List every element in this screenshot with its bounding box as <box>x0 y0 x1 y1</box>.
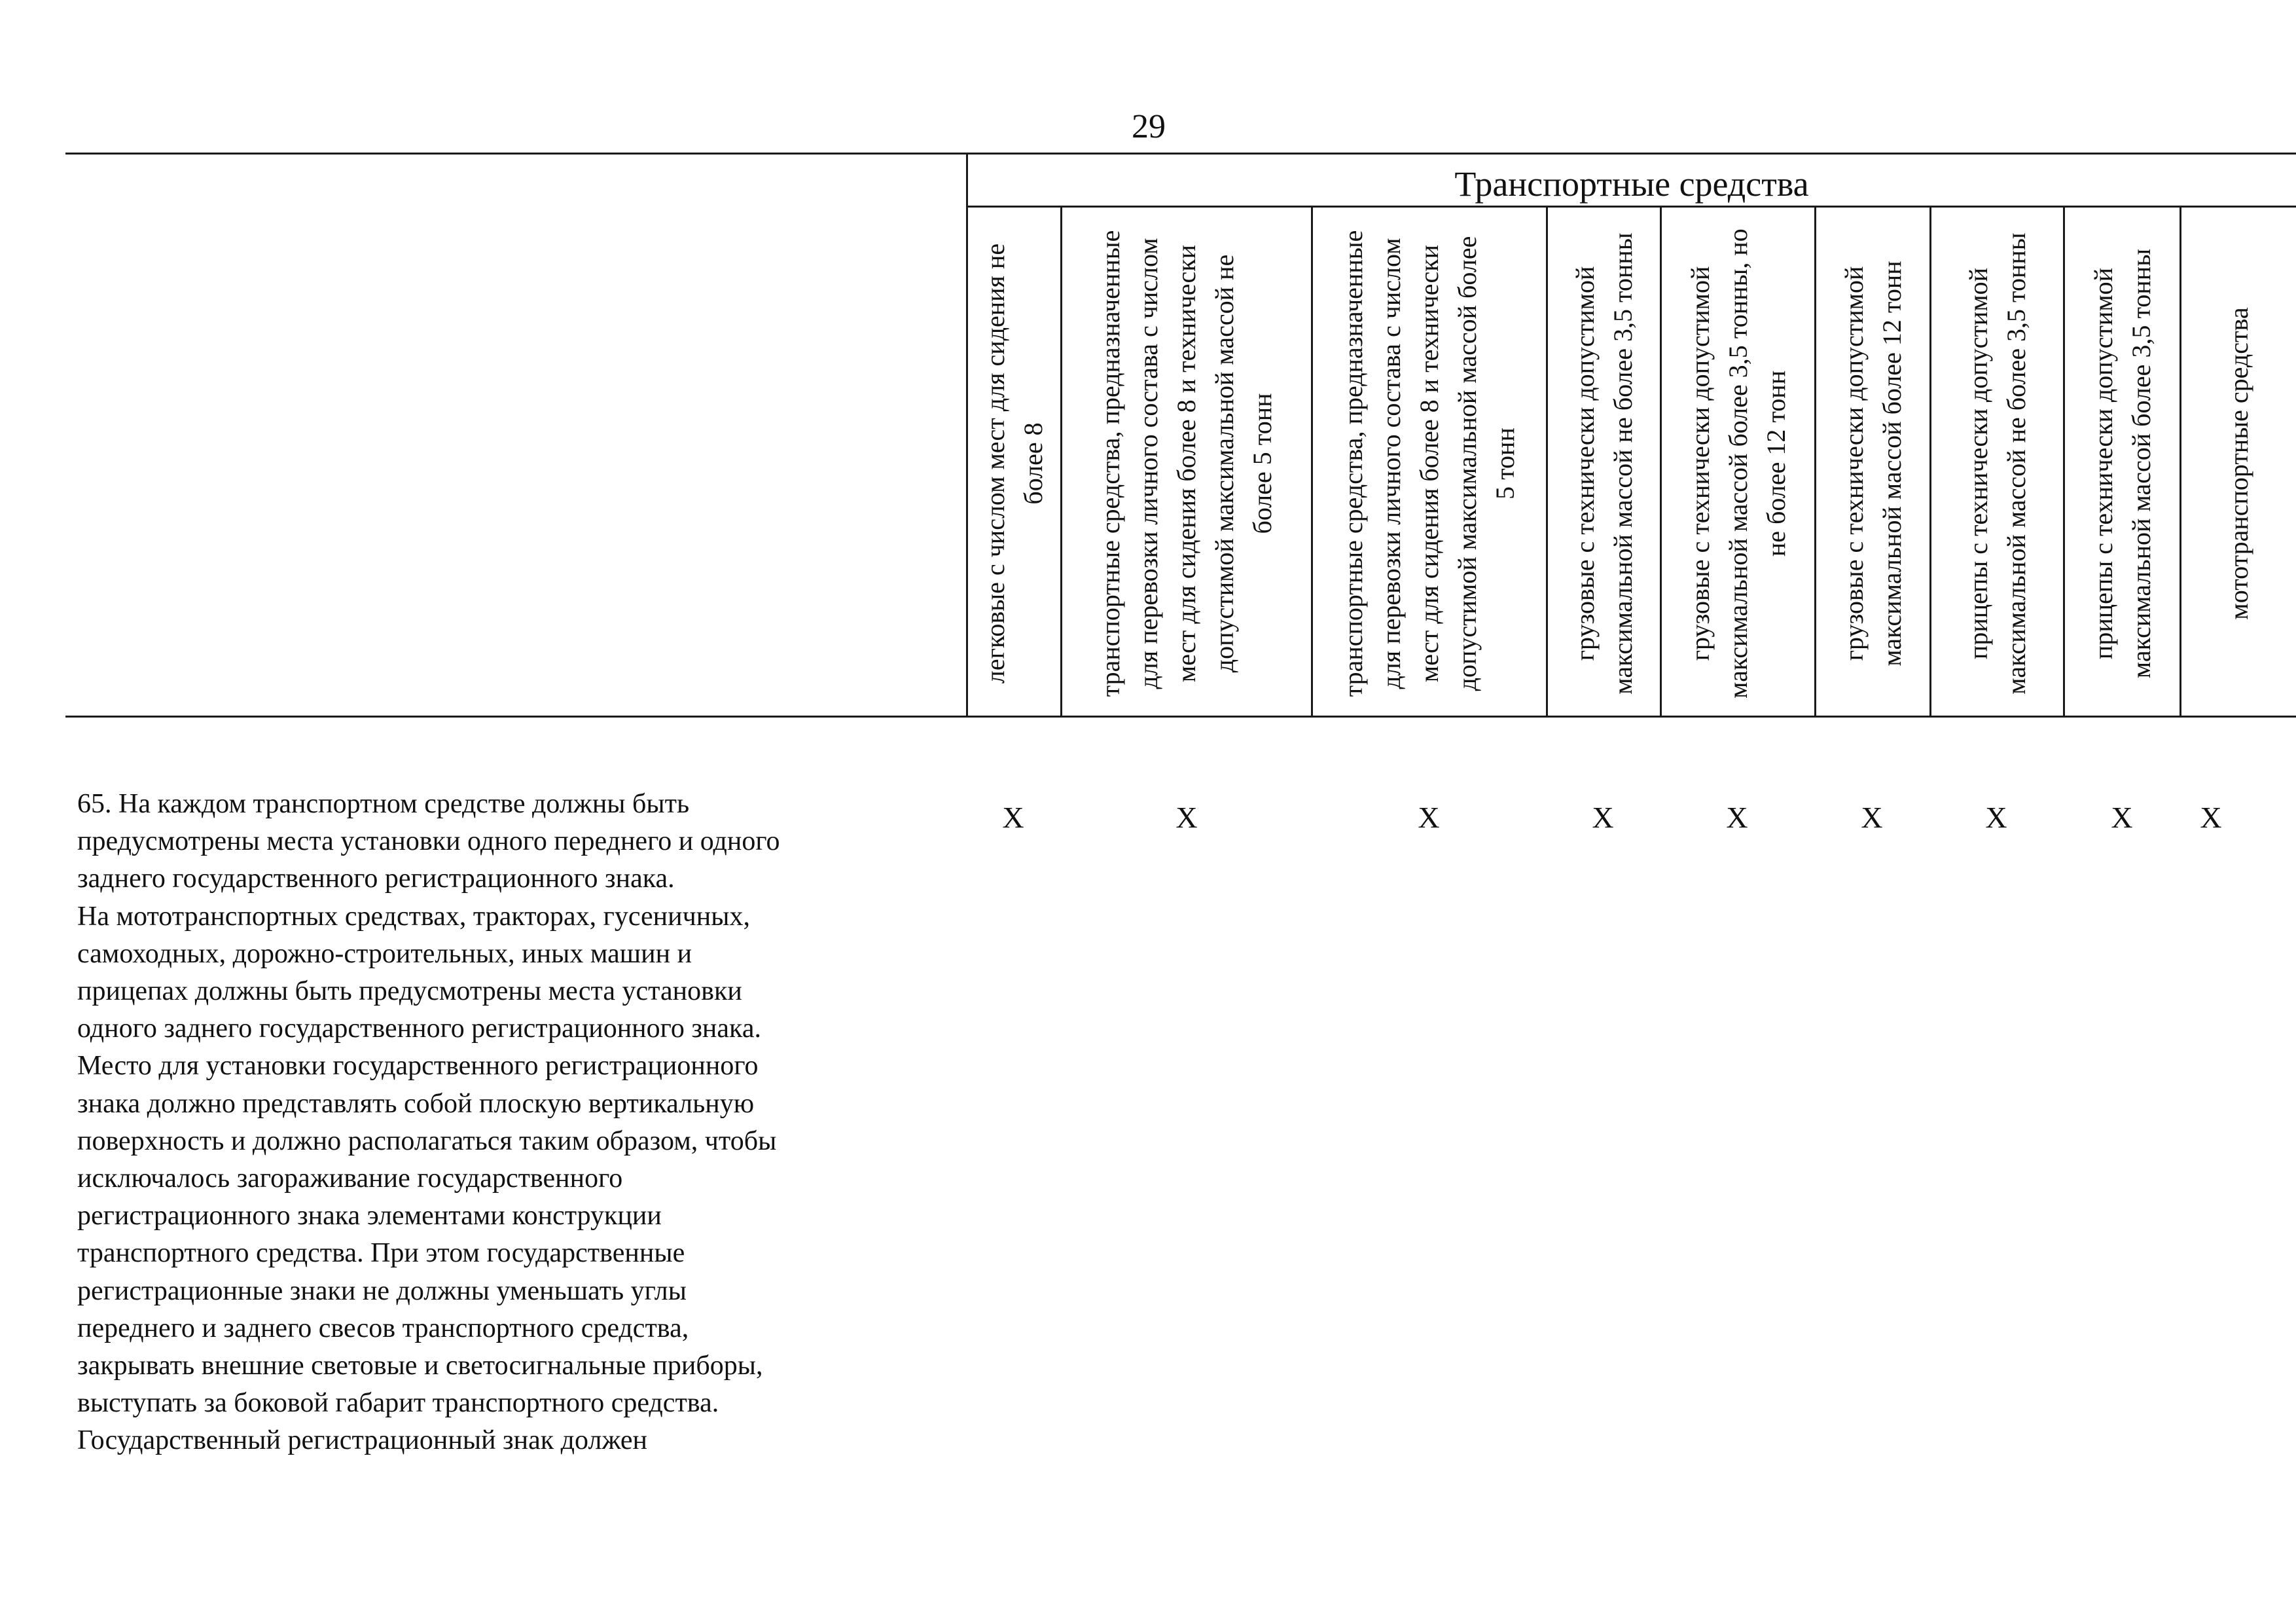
applicability-mark: X <box>1592 801 1614 834</box>
column-header-personnel-over-5t <box>1313 210 1546 717</box>
column-header-passenger-cars <box>968 210 1060 717</box>
applicability-mark: X <box>1002 801 1024 834</box>
column-header-personnel-up-to-5t <box>1062 210 1311 717</box>
applicability-mark: X <box>1985 801 2007 834</box>
column-header-label: легковые с числом мест для сидения не более 8 <box>980 243 1048 684</box>
column-header-label: грузовые с технически допустимой максимальной массой более 12 тонн <box>1839 260 1907 666</box>
table-top-rule <box>65 153 2296 155</box>
column-header-trailers-over-3-5t <box>2065 210 2179 717</box>
column-header-trucks-over-12t <box>1816 210 1929 717</box>
column-header-trucks-3-5-to-12t <box>1662 210 1814 717</box>
column-header-motor-vehicles <box>2181 210 2296 717</box>
applicability-mark: X <box>2200 801 2222 834</box>
applicability-mark: X <box>1418 801 1440 834</box>
column-header-label: грузовые с технически допустимой максимальной массой более 3,5 тонны, но не более 12 тонн <box>1685 228 1791 699</box>
column-header-trucks-up-to-3-5t <box>1548 210 1660 717</box>
column-header-label: прицепы с технически допустимой максимальной массой более 3,5 тонны <box>2088 248 2156 678</box>
applicability-mark: X <box>1861 801 1883 834</box>
column-header-label: прицепы с технически допустимой максимальной массой не более 3,5 тонны <box>1963 232 2031 695</box>
column-header-label: мототранспортные средства <box>2223 306 2253 620</box>
vehicles-group-header: Транспортные средства <box>1454 164 1809 204</box>
page-number: 29 <box>1132 108 1166 145</box>
applicability-mark: X <box>2111 801 2133 834</box>
column-header-trailers-up-to-3-5t <box>1931 210 2063 717</box>
applicability-mark: X <box>1726 801 1748 834</box>
column-header-label: транспортные средства, предназначенные для перевозки личного состава с числом мест для сидения более 8 и технически допустимой максимальной массой не более 5 тонн <box>1096 230 1277 697</box>
applicability-mark: X <box>1175 801 1198 834</box>
requirement-65-text: 65. На каждом транспортном средстве должны быть предусмотрены места установки одного переднего и одного заднего государственного регистрационного знака. На мототранспортных средствах, тракторах, гусеничных, самоходных, дорожно-строительных, иных машин и прицепах должны быть предусмотрены места установки одного заднего государственного регистрационного знака. Место для установки государственного регистрационного знака должно представлять собой плоскую вертикальную поверхность и должно располагаться таким образом, чтобы исключалось загораживание государственного регистрационного знака элементами конструкции транспортного средства. При этом государственные регистрационные знаки не должны уменьшать углы переднего и заднего свесов транспортного средства, закрывать внешние световые и светосигнальные приборы, выступать за боковой габарит транспортного средства. Государственный регистрационный знак должен <box>77 789 780 1456</box>
column-header-label: транспортные средства, предназначенные для перевозки личного состава с числом мест для сидения более 8 и технически допустимой максимальной массой более 5 тонн <box>1338 230 1520 697</box>
column-header-label: грузовые с технически допустимой максимальной массой не более 3,5 тонны <box>1570 232 1638 695</box>
